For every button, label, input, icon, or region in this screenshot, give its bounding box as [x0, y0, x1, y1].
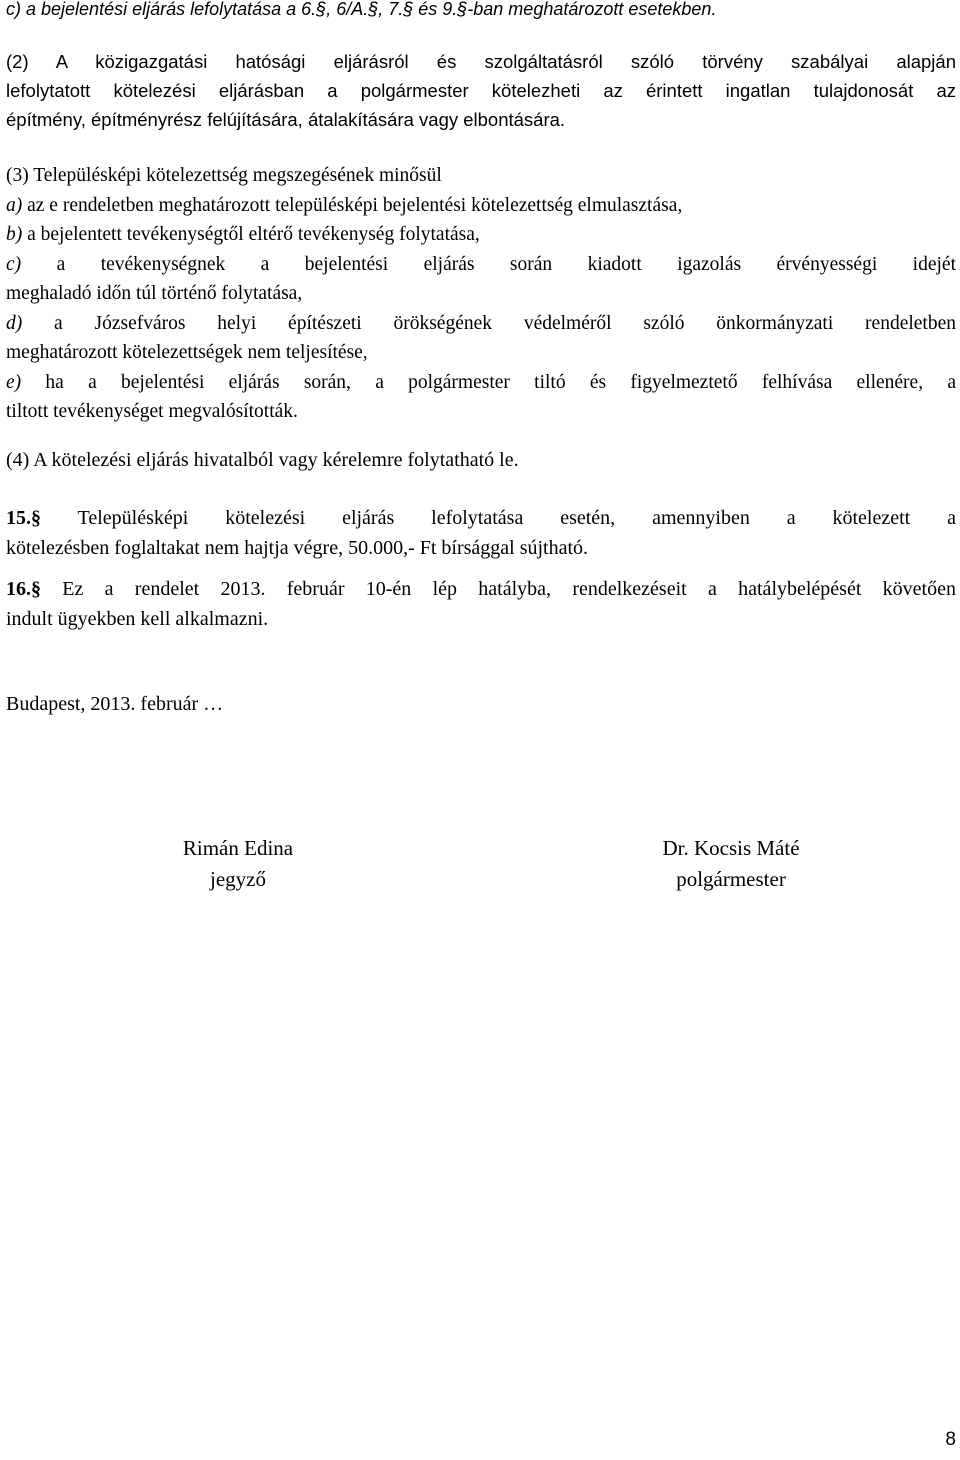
- section-line: indult ügyekben kell alkalmazni.: [6, 608, 269, 630]
- item-text: a tevékenységnek a bejelentési eljárás során kiadott igazolás érvényességi idejét: [21, 253, 956, 275]
- paragraph-intro: (3) Településképi kötelezettség megszegésének minősül: [6, 165, 442, 186]
- list-item-a: [6, 191, 956, 221]
- list-item-e: [6, 368, 956, 398]
- signatory-name: Rimán Edina: [182, 836, 294, 860]
- section-line: [6, 503, 956, 533]
- item-letter: a): [6, 194, 23, 216]
- paragraph-line: lefolytatott kötelezési eljárásban a polgármester kötelezheti az érintett ingatlan tulajdonosát az: [6, 80, 956, 101]
- section-line: kötelezésben foglaltakat nem hajtja végre, 50.000,- Ft bírsággal sújtható.: [6, 537, 589, 559]
- item-text: a Józsefváros helyi építészeti örökségének védelméről szóló önkormányzati rendeletben: [22, 312, 956, 334]
- paragraph-3: [6, 161, 956, 427]
- signatory-title: polgármester: [676, 867, 786, 891]
- list-item-d: [6, 309, 956, 339]
- item-text: ha a bejelentési eljárás során, a polgármester tiltó és figyelmeztető felhívása ellenére, a: [21, 371, 956, 393]
- item-letter: d): [6, 312, 23, 334]
- section-15: [6, 503, 956, 563]
- list-item-c: [6, 250, 956, 280]
- signatory-title: jegyző: [210, 867, 266, 891]
- item-letter: b): [6, 224, 23, 245]
- item-text: az e rendeletben meghatározott településképi bejelentési kötelezettség elmulasztása,: [22, 194, 683, 216]
- item-text: a bejelentési eljárás lefolytatása a 6.§, 6/A.§, 7.§ és 9.§-ban meghatározott esetekben.: [21, 0, 717, 19]
- section-text: Településképi kötelezési eljárás lefolytatása esetén, amennyiben a kötelezett a: [41, 507, 956, 529]
- signatory-name: Dr. Kocsis Máté: [662, 836, 800, 860]
- list-item-c-continued: meghaladó időn túl történő folytatása,: [6, 283, 303, 304]
- signature-block-mayor: [626, 833, 836, 895]
- section-line: [6, 574, 956, 604]
- paragraph-4: (4) A kötelezési eljárás hivatalból vagy kérelemre folytatható le.: [6, 449, 519, 471]
- item-letter: c): [6, 0, 21, 19]
- section-number: 15.§: [6, 507, 41, 529]
- section-text: Ez a rendelet 2013. február 10-én lép hatályba, rendelkezéseit a hatálybelépését követően: [41, 578, 956, 600]
- section-number: 16.§: [6, 578, 41, 600]
- signature-block-notary: [150, 833, 326, 895]
- item-letter: e): [6, 371, 22, 393]
- paragraph-line: építmény, építményrész felújítására, átalakítására vagy elbontására.: [6, 109, 566, 130]
- list-item-e-continued: tiltott tevékenységet megvalósították.: [6, 401, 298, 422]
- paragraph-line: (2) A közigazgatási hatósági eljárásról és szolgáltatásról szóló törvény szabályai alapján: [6, 51, 956, 72]
- page-number: 8: [945, 1429, 956, 1450]
- paragraph-2-c-tail: [6, 0, 956, 22]
- list-item-b: [6, 220, 956, 250]
- list-item-d-continued: meghatározott kötelezettségek nem teljesítése,: [6, 342, 368, 363]
- item-letter: c): [6, 253, 22, 275]
- paragraph-2: [6, 47, 956, 134]
- place-and-date: Budapest, 2013. február …: [6, 693, 224, 715]
- item-text: a bejelentett tevékenységtől eltérő tevékenység folytatása,: [22, 224, 480, 245]
- section-16: [6, 574, 956, 634]
